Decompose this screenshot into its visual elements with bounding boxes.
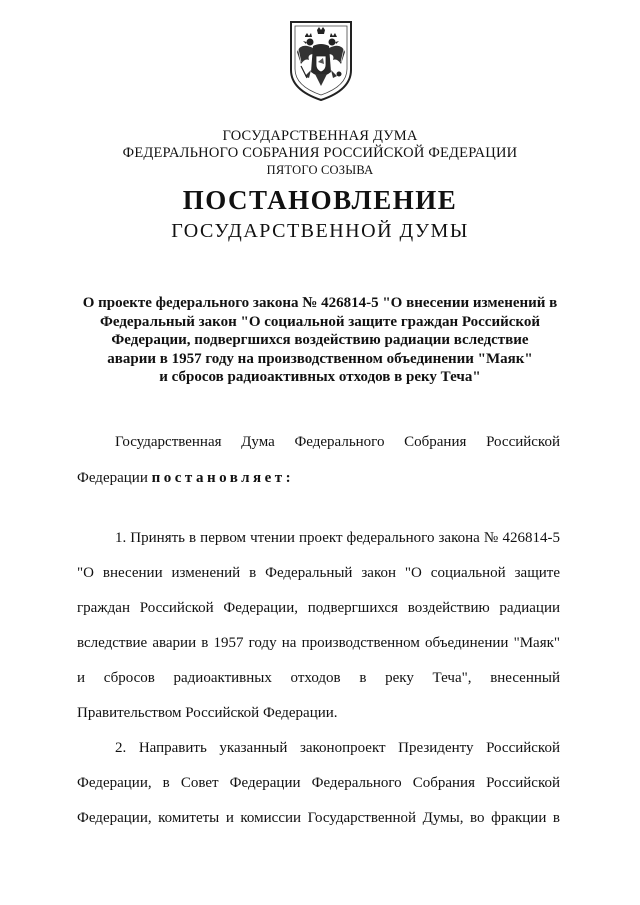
item1-line: Правительством Российской Федерации. [77, 705, 338, 721]
subject-line: и сбросов радиоактивных отходов в реку Теча" [159, 369, 481, 385]
item2-line: Федерации, в Совет Федерации Федерального Собрания Российской [77, 775, 560, 791]
item2-line: 2. Направить указанный законопроект Президенту Российской [115, 740, 560, 756]
item1-line: граждан Российской Федерации, подвергшихся воздействию радиации [77, 600, 560, 616]
preamble-resolves: постановляет: [151, 470, 295, 486]
item2-line: Федерации, комитеты и комиссии Государственной Думы, во фракции в [77, 810, 560, 826]
item1-line: "О внесении изменений в Федеральный закон "О социальной защите [77, 565, 560, 581]
document-title: ПОСТАНОВЛЕНИЕ [182, 185, 458, 215]
document-subtitle: ГОСУДАРСТВЕННОЙ ДУМЫ [171, 220, 469, 242]
preamble-line-2 [77, 469, 560, 487]
subject-line: Федеральный закон "О социальной защите граждан Российской [100, 313, 540, 330]
item1-line: вследствие аварии в 1957 году на производственном объединении "Маяк" [77, 635, 560, 651]
subject-line: Федерации, подвергшихся воздействию радиации вследствие [111, 332, 529, 348]
header-state-duma: ГОСУДАРСТВЕННАЯ ДУМА [222, 128, 418, 144]
preamble-line: Государственная Дума Федерального Собрания Российской [115, 434, 560, 450]
item1-line: 1. Принять в первом чтении проект федерального закона № 426814-5 [115, 530, 560, 546]
subject-line: аварии в 1957 году на производственном объединении "Маяк" [107, 350, 533, 367]
header-federal-assembly: ФЕДЕРАЛЬНОГО СОБРАНИЯ РОССИЙСКОЙ ФЕДЕРАЦИИ [122, 145, 518, 161]
item1-line: и сбросов радиоактивных отходов в реку Теча", внесенный [77, 670, 560, 686]
document-subject [60, 294, 580, 387]
header-convocation: ПЯТОГО СОЗЫВА [266, 163, 374, 177]
preamble-text: Федерации [77, 470, 148, 486]
coat-of-arms-emblem [287, 18, 355, 102]
subject-line: О проекте федерального закона № 426814-5 "О внесении изменений в [82, 295, 558, 311]
